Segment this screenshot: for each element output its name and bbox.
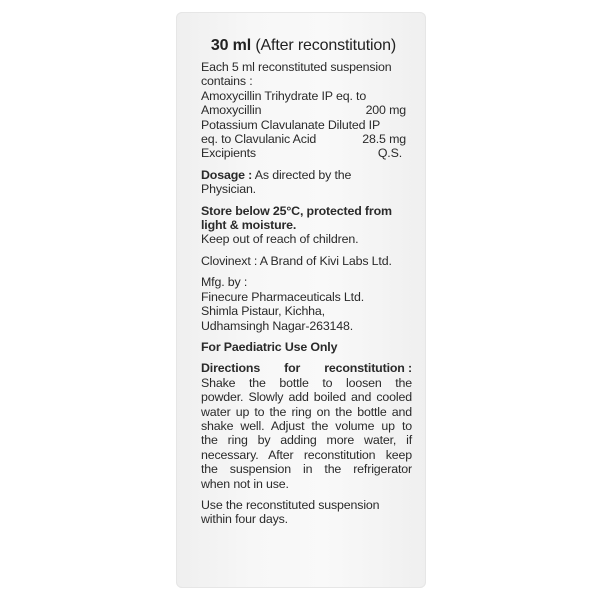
storage-heading-1: Store below 25°C, protected from bbox=[201, 203, 392, 218]
storage-children: Keep out of reach of children. bbox=[201, 232, 359, 247]
directions-heading bbox=[201, 361, 412, 375]
mfg-label: Mfg. by : bbox=[201, 275, 248, 290]
mfg-line-3: Udhamsingh Nagar-263148. bbox=[201, 318, 354, 333]
mfg-line-1: Finecure Pharmaceuticals Ltd. bbox=[201, 289, 365, 304]
directions-line: Shake the bottle to loosen the bbox=[201, 375, 412, 390]
directions-word-1: Directions bbox=[201, 361, 261, 376]
directions-word-3: reconstitution : bbox=[324, 361, 412, 376]
usage-line-1: Use the reconstituted suspension bbox=[201, 497, 380, 512]
directions-line: powder. Slowly add boiled and cooled bbox=[201, 390, 412, 405]
directions-line: when not in use. bbox=[201, 476, 289, 491]
clavulanic-name: eq. to Clavulanic Acid bbox=[201, 132, 317, 147]
clavulanate-line: Potassium Clavulanate Diluted IP bbox=[201, 117, 381, 132]
usage-line-2: within four days. bbox=[201, 512, 288, 527]
brand-line: Clovinext : A Brand of Kivi Labs Ltd. bbox=[201, 253, 392, 268]
page-title bbox=[195, 36, 412, 56]
amoxycillin-line: Amoxycillin Trihydrate IP eq. to bbox=[201, 88, 367, 103]
composition-intro-1: Each 5 ml reconstituted suspension bbox=[201, 60, 392, 74]
dosage-line-1 bbox=[201, 168, 412, 182]
dosage-text-1: As directed by the bbox=[252, 167, 352, 182]
excipients-name: Excipients bbox=[201, 146, 256, 161]
excipients-amount: Q.S. bbox=[377, 146, 402, 161]
amoxycillin-amount: 200 mg bbox=[365, 103, 406, 118]
directions-line: water up to the ring on the bottle and bbox=[201, 404, 412, 419]
directions-body bbox=[201, 376, 412, 491]
clavulanic-row bbox=[201, 132, 412, 146]
storage-heading-2: light & moisture. bbox=[201, 218, 297, 233]
medicine-label bbox=[176, 12, 426, 588]
amoxycillin-row bbox=[201, 103, 412, 117]
volume-text: 30 ml bbox=[210, 37, 252, 54]
title-rest: (After reconstitution) bbox=[251, 37, 397, 54]
directions-line: shake well. Adjust the volume up to bbox=[201, 418, 412, 433]
label-content bbox=[201, 36, 412, 527]
directions-line: necessary. After reconstitution keep bbox=[201, 447, 412, 462]
directions-word-2: for bbox=[284, 361, 301, 376]
clavulanic-amount: 28.5 mg bbox=[362, 132, 406, 147]
dosage-label: Dosage : bbox=[201, 167, 253, 182]
composition-intro-2: contains : bbox=[201, 74, 253, 89]
dosage-text-2: Physician. bbox=[201, 182, 256, 197]
directions-line: the ring by adding more water, if bbox=[201, 433, 412, 448]
directions-line: the suspension in the refrigerator bbox=[201, 462, 412, 477]
paediatric-note: For Paediatric Use Only bbox=[201, 339, 338, 354]
mfg-line-2: Shimla Pistaur, Kichha, bbox=[201, 304, 325, 319]
amoxycillin-name: Amoxycillin bbox=[201, 103, 262, 118]
excipients-row bbox=[201, 146, 412, 160]
